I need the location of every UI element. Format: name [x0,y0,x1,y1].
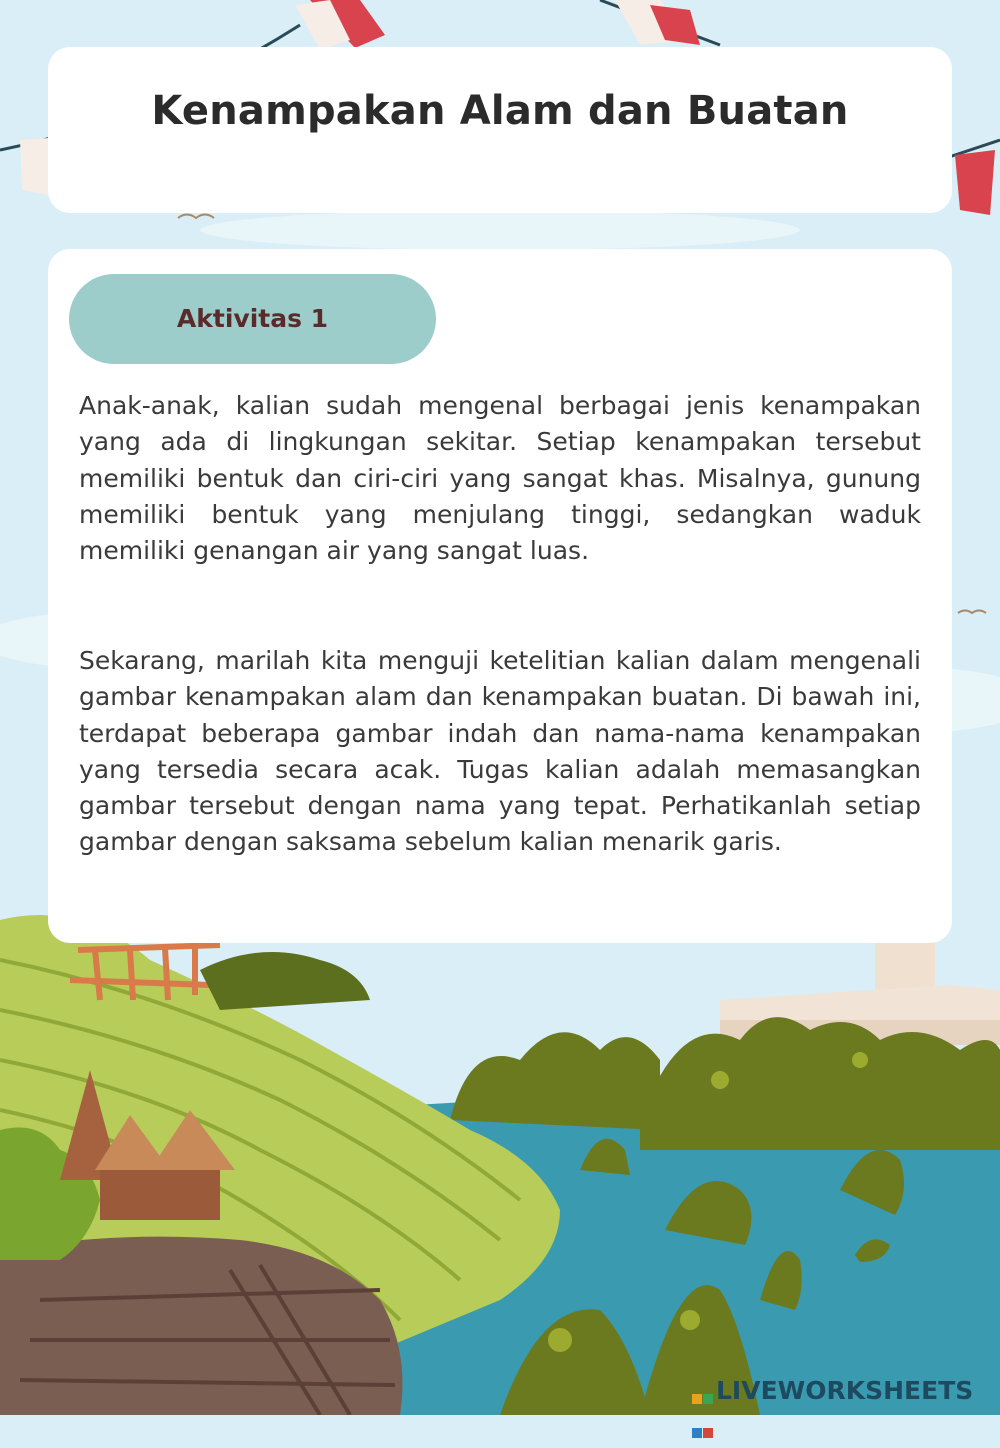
intro-paragraph: Anak-anak, kalian sudah mengenal berbagai jenis kenampakan yang ada di lingkungan sekitar. Setiap kenampakan tersebut memiliki bentuk dan ciri-ciri yang sangat khas. Misalnya, gunung memiliki bentuk yang menjulang tinggi, sedangkan waduk memiliki genangan air yang sangat luas. [79,391,921,566]
instruction-paragraph: Sekarang, marilah kita menguji ketelitian kalian dalam mengenali gambar kenampakan alam dan kenampakan buatan. Di bawah ini, terdapat beberapa gambar indah dan nama-nama kenampakan yang tersedia secara acak. Tugas kalian adalah memasangkan gambar tersebut dengan nama yang tepat. Perhatikanlah setiap gambar dengan saksama sebelum kalian menarik garis. [79,646,921,857]
page-title: Kenampakan Alam dan Buatan [151,88,849,134]
liveworksheets-watermark[interactable] [692,1374,973,1408]
activity-label: Aktivitas 1 [176,304,329,333]
liveworksheets-logo-icon [692,1380,714,1402]
watermark-text: LIVEWORKSHEETS [716,1376,974,1405]
